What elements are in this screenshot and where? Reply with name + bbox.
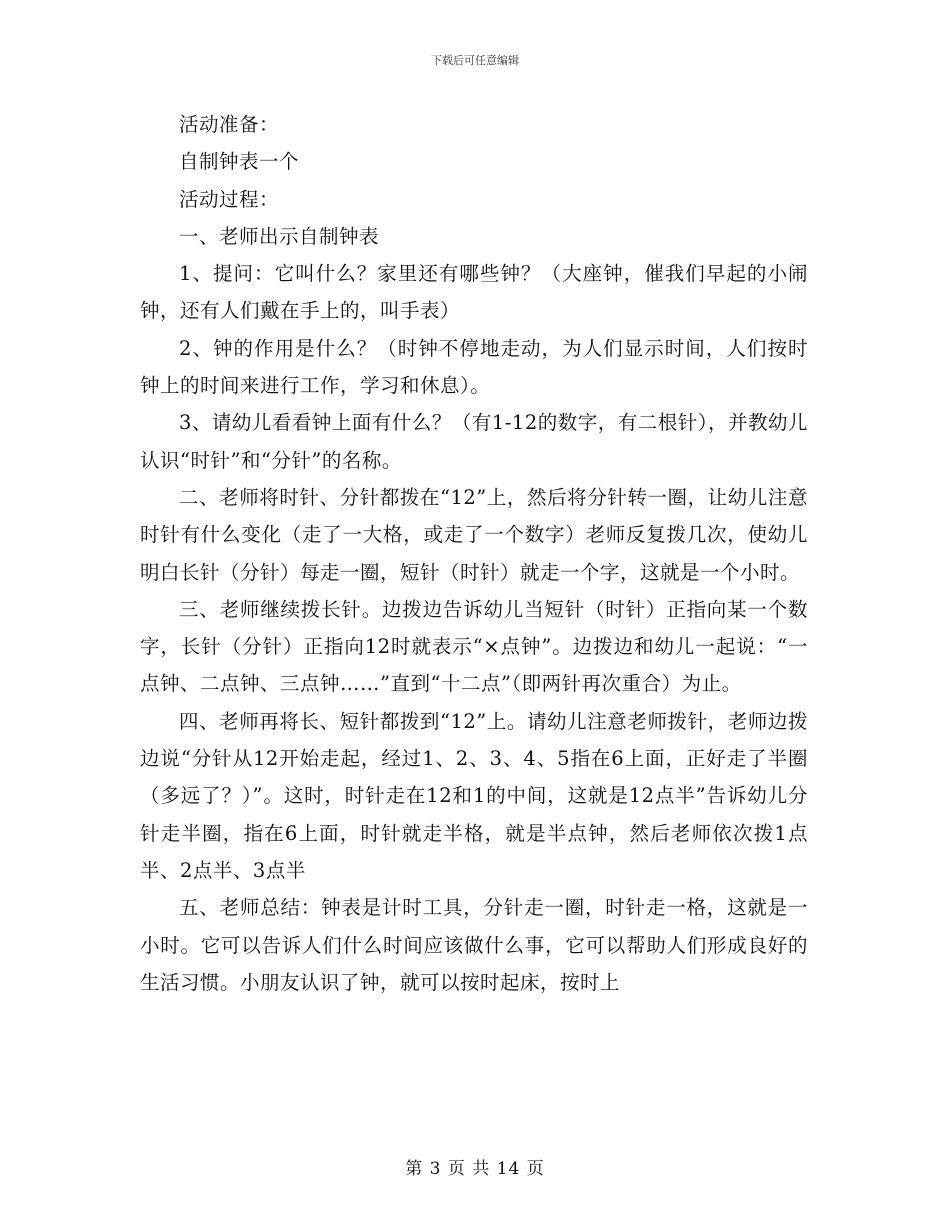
paragraph-step-three: 三、老师继续拨长针。边拨边告诉幼儿当短针（时针）正指向某一个数字，长针（分针）正指向12时就表示“×点钟”。边拨边和幼儿一起说：“一点钟、二点钟、三点钟……”直到“十二点”（即两针再次重合）为止。 <box>140 597 808 696</box>
page-header: 下载后可任意编辑 <box>431 54 519 67</box>
paragraph-activity-process: 活动过程： <box>179 187 280 211</box>
paragraph-step-five: 五、老师总结：钟表是计时工具，分针走一圈，时针走一格，这就是一小时。它可以告诉人们什么时间应该做什么事，它可以帮助人们形成良好的生活习惯。小朋友认识了钟，就可以按时起床，按时上 <box>140 896 808 994</box>
paragraph-step-two: 二、老师将时针、分针都拨在“12”上，然后将分针转一圈，让幼儿注意时针有什么变化（走了一大格，或走了一个数字）老师反复拨几次，使幼儿明白长针（分针）每走一圈，短针（时针）就走一个字，这就是一个小时。 <box>140 485 808 584</box>
paragraph-question-2: 2、钟的作用是什么？（时钟不停地走动，为人们显示时间，人们按时钟上的时间来进行工作，学习和休息）。 <box>140 336 808 398</box>
paragraph-question-1: 1、提问：它叫什么？家里还有哪些钟？（大座钟，催我们早起的小闹钟，还有人们戴在手上的，叫手表） <box>140 262 808 323</box>
paragraph-step-four: 四、老师再将长、短针都拨到“12”上。请幼儿注意老师拨针，老师边拨边说“分针从12开始走起，经过1、2、3、4、5指在6上面，正好走了半圈（多远了？）”。这时，时针走在12和1的中间，这就是12点半”告诉幼儿分针走半圈，指在6上面，时针就走半格，就是半点钟，然后老师依次拨1点半、2点半、3点半 <box>140 709 808 882</box>
paragraph-question-3: 3、请幼儿看看钟上面有什么？（有1-12的数字，有二根针），并教幼儿认识“时针”和“分针”的名称。 <box>140 411 808 472</box>
page-number-footer: 第 3 页 共 14 页 <box>405 1159 545 1179</box>
paragraph-step-one: 一、老师出示自制钟表 <box>179 224 380 248</box>
paragraph-materials: 自制钟表一个 <box>179 150 300 174</box>
paragraph-activity-prep: 活动准备： <box>179 113 280 136</box>
document-body <box>140 106 808 1001</box>
